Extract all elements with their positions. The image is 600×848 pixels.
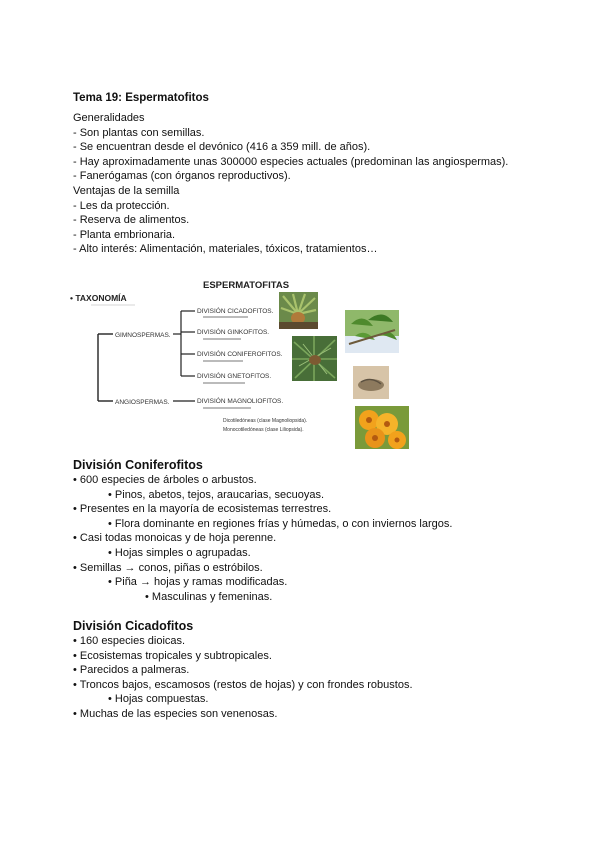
cicadofitos-title: División Cicadofitos <box>73 619 194 633</box>
div-magnoliofitos-label: DIVISIÓN MAGNOLIOFITOS. <box>197 398 284 405</box>
caption-placeholder <box>203 382 245 384</box>
list-item: • Semillas → conos, piñas o estróbilos. <box>73 561 263 574</box>
taxonomy-label: • TAXONOMÍA <box>70 293 127 303</box>
list-item: • Flora dominante en regiones frías y húmedas, o con inviernos largos. <box>108 517 453 530</box>
div-gnetofitos-label: DIVISIÓN GNETOFITOS. <box>197 373 272 380</box>
dicot-label: Dicotiledóneas (clase Magnoliopsida). <box>223 418 308 424</box>
ginkgo-photo <box>345 310 399 353</box>
caption-placeholder <box>203 316 248 318</box>
intro-block <box>73 92 573 257</box>
list-item: • Masculinas y femeninas. <box>145 590 273 603</box>
div-ginkofitos-label: DIVISIÓN GINKOFITOS. <box>197 329 270 336</box>
div-coniferofitos-label: DIVISIÓN CONIFEROFITOS. <box>197 351 283 358</box>
list-item: • 160 especies dioicas. <box>73 635 186 647</box>
taxonomy-diagram <box>63 274 421 451</box>
angiospermas-label: ANGIOSPERMAS. <box>115 399 170 406</box>
intro-line: - Son plantas con semillas. <box>73 126 205 139</box>
list-item: • Hojas compuestas. <box>108 693 209 706</box>
list-item: • Hojas simples o agrupadas. <box>108 546 251 559</box>
list-item: • Presentes en la mayoría de ecosistemas terrestres. <box>73 503 332 516</box>
caption-placeholder <box>203 360 243 362</box>
list-item: • 600 especies de árboles o arbustos. <box>73 474 257 486</box>
coniferofitos-section <box>73 457 573 604</box>
list-item: • Piña → hojas y ramas modificadas. <box>108 576 288 589</box>
pine-photo <box>292 336 337 381</box>
list-item: • Parecidos a palmeras. <box>73 664 190 677</box>
intro-line: Ventajas de la semilla <box>73 184 180 197</box>
caption-placeholder <box>203 338 241 340</box>
figure-title: ESPERMATOFITAS <box>203 280 290 291</box>
gimnospermas-label: GIMNOSPERMAS. <box>115 332 171 339</box>
cicadofitos-section <box>73 618 573 722</box>
coniferofitos-title: División Coniferofitos <box>73 458 203 472</box>
intro-line: - Planta embrionaria. <box>73 228 176 241</box>
monocot-label: Monocotiledóneas (clase Liliopsida). <box>223 427 304 433</box>
list-item: • Pinos, abetos, tejos, araucarias, secuoyas. <box>108 488 325 501</box>
div-cicadofitos-label: DIVISIÓN CICADOFITOS. <box>197 308 274 315</box>
intro-line: - Reserva de alimentos. <box>73 214 190 227</box>
document-title: Tema 19: Espermatofitos <box>73 92 209 104</box>
intro-line: - Hay aproximadamente unas 300000 especies actuales (predominan las angiospermas). <box>73 155 509 168</box>
intro-line: Generalidades <box>73 112 145 124</box>
list-item: • Muchas de las especies son venenosas. <box>73 707 278 720</box>
intro-line: - Se encuentran desde el devónico (416 a 359 mill. de años). <box>73 141 371 154</box>
intro-line: - Les da protección. <box>73 199 170 212</box>
caption-placeholder <box>203 407 251 409</box>
intro-line: - Alto interés: Alimentación, materiales, tóxicos, tratamientos… <box>73 243 378 256</box>
list-item: • Casi todas monoicas y de hoja perenne. <box>73 532 277 545</box>
list-item: • Ecosistemas tropicales y subtropicales. <box>73 649 272 662</box>
taxonomy-figure <box>63 274 421 451</box>
cycad-photo <box>279 292 318 329</box>
list-item: • Troncos bajos, escamosos (restos de hojas) y con frondes robustos. <box>73 678 413 691</box>
intro-line: - Fanerógamas (con órganos reproductivos). <box>73 170 291 183</box>
flower-photo <box>355 406 409 449</box>
gnetophyte-photo <box>353 366 389 399</box>
